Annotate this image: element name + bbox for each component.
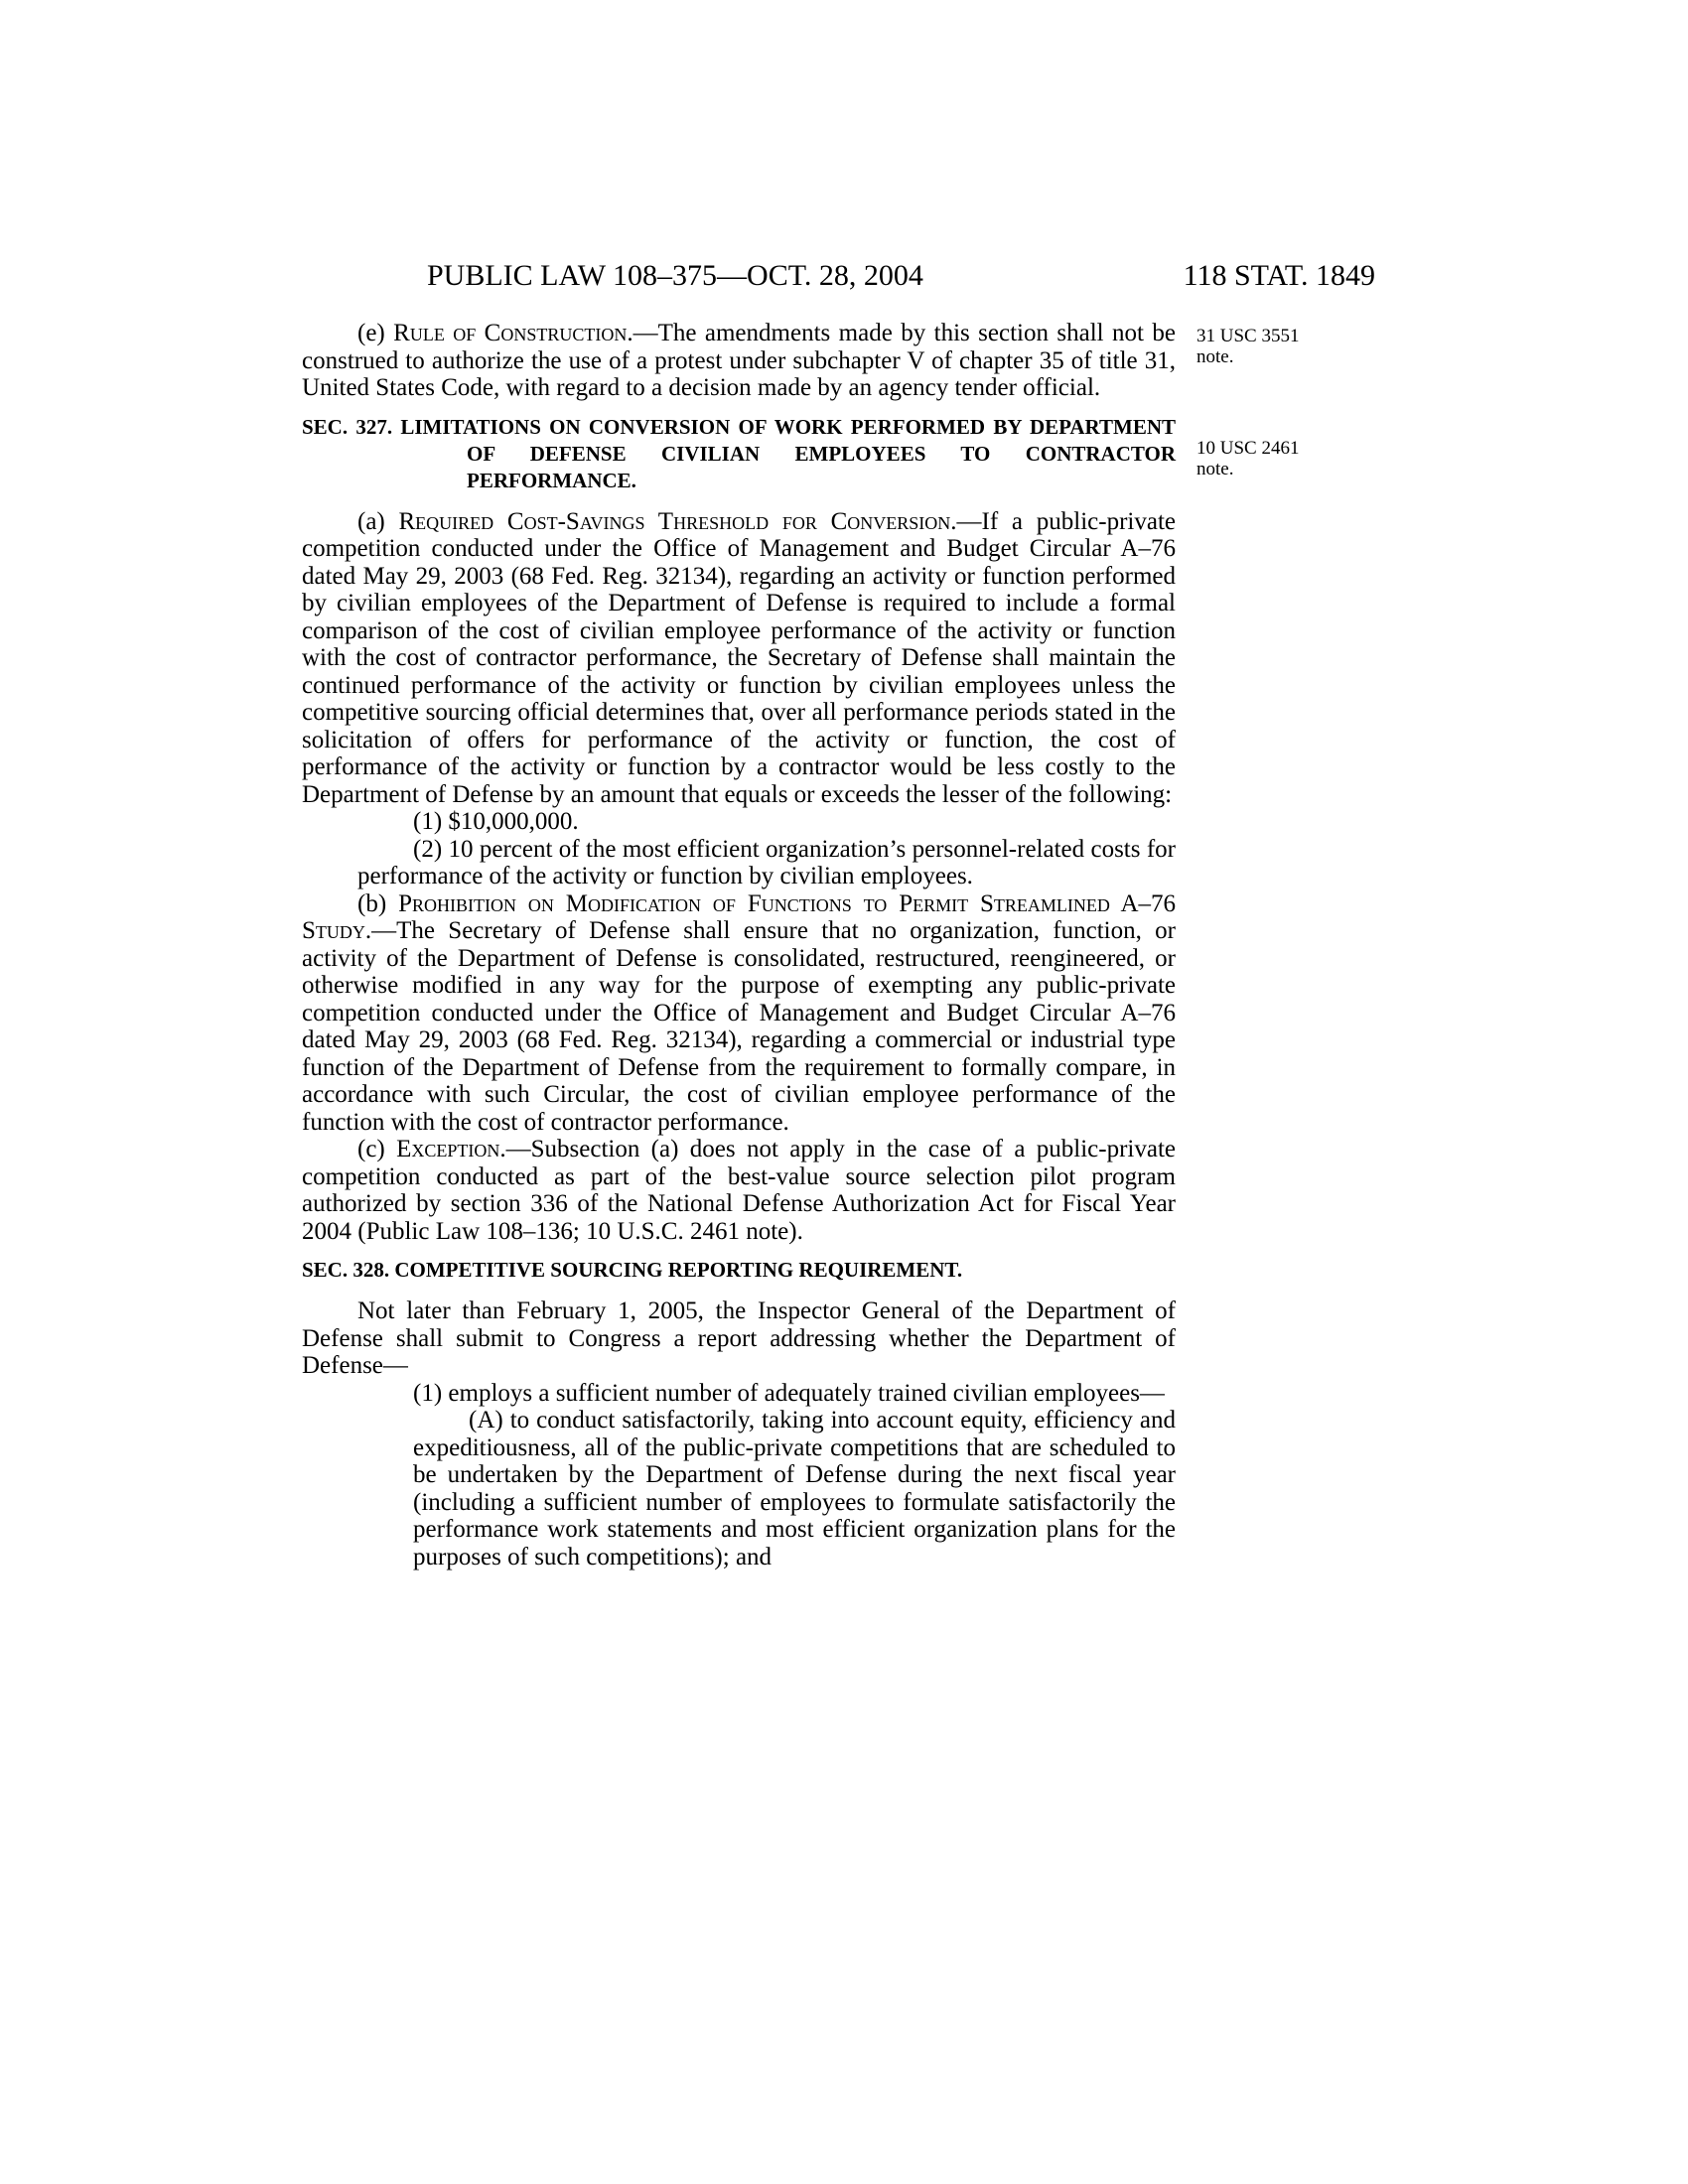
section-327-heading: SEC. 327. LIMITATIONS ON CONVERSION OF WORK PERFORMED BY DEPARTMENT OF DEFENSE CIVILIAN EMPLOYEES TO CONTRACTOR PERFORMANCE.: [302, 414, 1176, 492]
subsection-text: If a public-private competition conducted under the Office of Management and Budget Circular A–76 dated May 29, 2003 (68 Fed. Reg. 32134), regarding an activity or function performed by civilian employees of the Department of Defense is required to include a formal comparison of the cost of civilian employee performance of the activity or function with the cost of contractor performance, the Secretary of Defense shall maintain the continued performance of the activity or function by civilian employees unless the competitive sourcing official determines that, over all performance periods stated in the solicitation of offers for performance of the activity or function, the cost of performance of the activity or function by a contractor would be less costly to the Department of Defense by an amount that equals or exceeds the lesser of the following:: [302, 507, 1177, 808]
header-law-citation: PUBLIC LAW 108–375—OCT. 28, 2004: [427, 259, 923, 292]
margin-note-citation: 10 USC 2461: [1196, 438, 1300, 459]
margin-note-label: note.: [1196, 346, 1234, 367]
subsection-text: The amendments made by this section shall not be construed to authorize the use of a protest under subchapter V of chapter 35 of title 31, United States Code, with regard to a decision made by an agency tender official.: [302, 320, 1176, 401]
caption-separator: .—: [627, 320, 658, 346]
margin-note-label: note.: [1196, 459, 1234, 479]
caption-separator: .—: [950, 507, 982, 535]
subparagraph-328-1-A: (A) to conduct satisfactorily, taking into account equity, efficiency and expeditiousness, all of the public-private competitions that are scheduled to be undertaken by the Department of Defense during the next fiscal year (including a sufficient number of employees to formulate satisfactorily the performance work statements and most efficient organization plans for the purposes of such competitions); and: [413, 1407, 1176, 1570]
section-328-heading: SEC. 328. COMPETITIVE SOURCING REPORTING REQUIREMENT.: [302, 1258, 963, 1282]
paragraph-328-1: (1) employs a sufficient number of adequately trained civilian employees—: [413, 1379, 1165, 1407]
paragraph-327a-2: (2) 10 percent of the most efficient organization’s personnel-related costs for performance of the activity or function by civilian employees.: [357, 835, 1176, 889]
paragraph-327a-1: (1) $10,000,000.: [413, 808, 579, 835]
subsection-327b: [302, 890, 1176, 1137]
subsection-text: The Secretary of Defense shall ensure that no organization, function, or activity of the Department of Defense is consolidated, restructured, reengineered, or otherwise modified in any way for the purpose of exempting any public-private competition conducted under the Office of Management and Budget Circular A–76 dated May 29, 2003 (68 Fed. Reg. 32134), regarding a commercial or industrial type function of the Department of Defense from the requirement to formally compare, in accordance with such Circular, the cost of civilian employee performance of the function with the cost of contractor performance.: [302, 917, 1176, 1136]
margin-note-citation: 31 USC 3551: [1196, 326, 1300, 346]
margin-note-10usc2461: [1196, 438, 1336, 479]
subsection-label: (e): [357, 320, 394, 346]
subsection-327c: [302, 1136, 1176, 1245]
subsection-caption: Exception: [396, 1136, 500, 1162]
section-328-intro: Not later than February 1, 2005, the Inspector General of the Department of Defense shall submit to Congress a report addressing whether the Department of Defense—: [302, 1297, 1176, 1379]
subsection-327a: [302, 508, 1176, 809]
statute-body: [302, 320, 1176, 1570]
header-stat-page: 118 STAT. 1849: [1183, 259, 1375, 292]
margin-note-31usc3551: [1196, 326, 1336, 367]
running-header: [427, 256, 1375, 296]
caption-separator: .—: [364, 917, 397, 944]
caption-separator: .—: [499, 1136, 531, 1162]
subsection-label: (b): [357, 889, 399, 917]
subsection-326e: [302, 320, 1176, 402]
subsection-label: (a): [357, 507, 399, 535]
subsection-caption: Required Cost-Savings Threshold for Conversion: [398, 507, 951, 535]
subsection-label: (c): [357, 1136, 397, 1162]
subsection-caption: Prohibition on Modification of Functions to Permit Streamlined A–76 Study: [302, 889, 1176, 944]
subsection-caption: Rule of Construction: [393, 320, 628, 346]
subsection-text: Subsection (a) does not apply in the case of a public-private competition conducted as part of the best-value source selection pilot program authorized by section 336 of the National Defense Authorization Act for Fiscal Year 2004 (Public Law 108–136; 10 U.S.C. 2461 note).: [302, 1136, 1176, 1245]
